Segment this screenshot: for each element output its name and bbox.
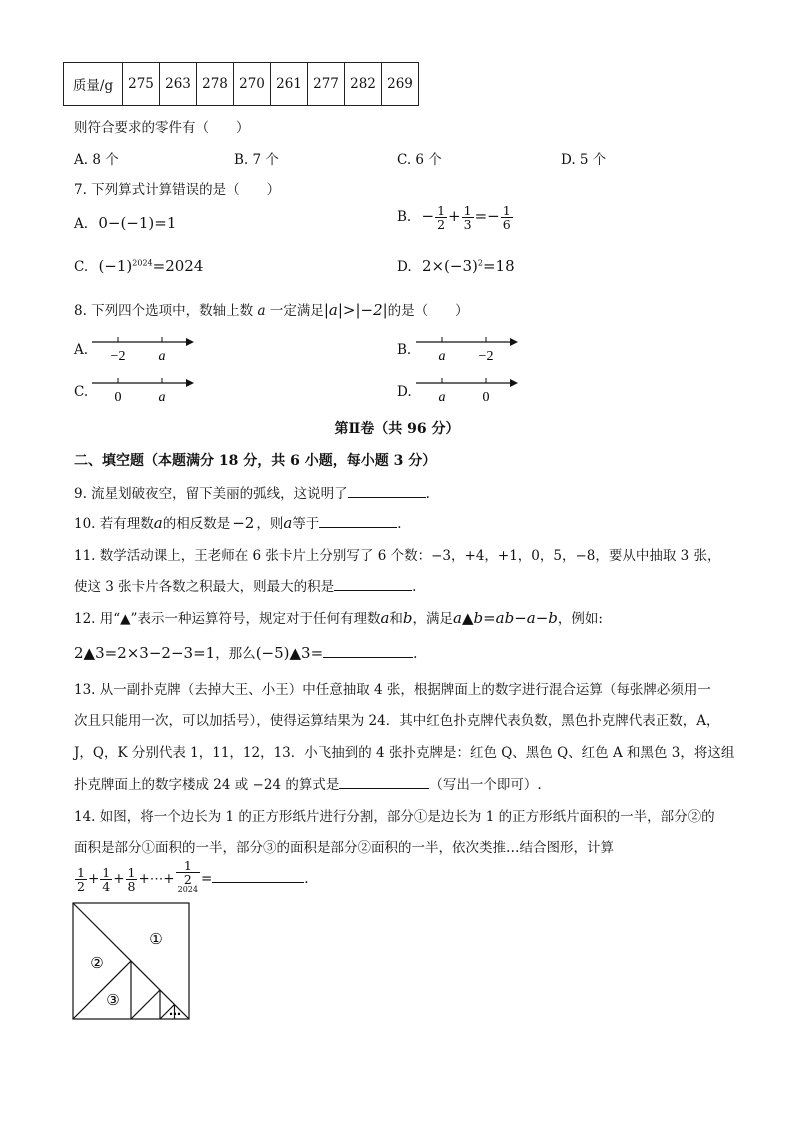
section-title: 第Ⅱ卷（共 96 分）	[334, 421, 460, 437]
table-cell: 269	[382, 63, 419, 106]
q12-var: a	[380, 609, 390, 627]
fraction	[435, 204, 447, 231]
q8-option-a-label: A.	[74, 342, 89, 358]
q8-prompt-part: 一定满足	[269, 303, 324, 319]
q9-end: .	[425, 486, 430, 502]
answer-blank[interactable]	[212, 881, 304, 883]
q13-line3: J，Q，K 分别代表 1，11，12，13．小飞抽到的 4 张扑克牌是：红色 Q、黑色 Q、红色 A 和黑色 3，将这组	[74, 745, 735, 761]
q12-line1	[74, 607, 603, 627]
q7-c-result: =2024	[152, 257, 204, 275]
q13-text: （写出一个即可）.	[429, 777, 542, 793]
tick-label: a	[438, 390, 446, 405]
q7-b-minus: −	[421, 207, 435, 226]
q9-text: 9. 流星划破夜空，留下美丽的弧线，这说明了	[74, 486, 348, 502]
q7-option-d	[397, 257, 515, 275]
tick-label: a	[158, 349, 166, 364]
answer-blank[interactable]	[323, 656, 413, 658]
q11-text: 使这 3 张卡片各数之积最大，则最大的积是	[74, 579, 335, 595]
q10	[74, 512, 402, 532]
q7-c-exponent: 2024	[132, 258, 153, 268]
q8-option-d-label: D.	[397, 384, 412, 400]
q13-text: 扑克牌面上的数字楼成 24 或 −24 的算式是	[74, 777, 340, 793]
q10-text: 10. 若有理数	[74, 516, 154, 532]
table-row	[64, 63, 419, 106]
q12-text: 和	[389, 611, 403, 627]
part-label-3: ③	[106, 991, 120, 1009]
denominator: 2	[437, 217, 446, 233]
q7-d-exponent: 2	[477, 258, 483, 268]
part-label-dots: ⋯	[169, 1007, 181, 1020]
q12-text: ，那么	[215, 646, 256, 662]
q12-text: 12. 用“▲”表示一种运算符号，规定对于任何有理数	[74, 611, 381, 627]
q7-option-b-label: B.	[397, 209, 412, 226]
q7-option-a-expr: 0−(−1)=1	[98, 214, 177, 232]
answer-blank[interactable]	[348, 496, 426, 498]
q12-formula: a▲b=ab−a−b	[453, 609, 558, 627]
q12-example: 2▲3=2×3−2−3=1	[74, 644, 216, 662]
q8-var-a: a	[257, 303, 266, 319]
mass-table	[63, 62, 419, 106]
q6-option-b: B. 7 个	[234, 152, 279, 168]
q7-option-d-label: D.	[397, 259, 412, 275]
q14-equals: =	[200, 870, 213, 887]
table-header-cell: 质量/g	[64, 63, 123, 106]
q8-prompt-part: 8. 下列四个选项中，数轴上数	[74, 303, 254, 319]
q10-value: −2	[232, 514, 255, 532]
q8-condition: |a|>|−2|	[323, 301, 388, 319]
q8-option-b-label: B.	[397, 342, 412, 358]
q14-formula: $\frac{1}{2}$ + $\frac{1}{4}$ + $\frac{1}{8}$ +⋯+ 1 2 $^{2024}$ = .	[74, 859, 309, 900]
number-line-a	[90, 330, 200, 366]
q12-line2	[74, 642, 417, 662]
q7-option-a	[74, 214, 176, 232]
q7-option-c-label: C.	[74, 259, 89, 275]
fraction	[126, 866, 138, 893]
q13-line4	[74, 773, 542, 793]
denominator	[176, 873, 200, 899]
q14-end: .	[304, 870, 309, 887]
q6-option-c: C. 6 个	[397, 152, 442, 168]
q10-text: ，则	[256, 516, 284, 532]
fraction	[462, 204, 474, 231]
tick-label: 0	[482, 390, 490, 405]
q9	[74, 482, 430, 502]
q7-c-base: (−1)	[98, 257, 133, 275]
denominator: 8	[127, 878, 136, 894]
q6-option-d: D. 5 个	[561, 152, 607, 168]
q12-expression: (−5)▲3=	[255, 644, 324, 662]
q14-line1: 14. 如图，将一个边长为 1 的正方形纸片进行分割，部分①是边长为 1 的正方形纸片面积的一半，部分②的	[74, 809, 715, 825]
table-cell: 282	[345, 63, 382, 106]
denominator-exponent: 2024	[177, 885, 198, 895]
q10-text: 的相反数是	[162, 516, 231, 532]
number-line-b	[414, 330, 524, 366]
q7-option-a-label: A.	[74, 216, 89, 232]
q7-b-plus: +	[448, 207, 461, 226]
denominator: 4	[102, 878, 111, 894]
q11-line2	[74, 575, 416, 595]
q11-end: .	[412, 579, 417, 595]
q10-text: 等于	[292, 516, 320, 532]
q7-option-b	[397, 204, 514, 231]
q14-line2: 面积是部分①面积的一半，部分③的面积是部分②面积的一半，依次类推…结合图形，计算	[74, 840, 614, 856]
table-cell: 275	[123, 63, 160, 106]
q7-b-equals: =−	[474, 207, 500, 226]
answer-blank[interactable]	[319, 526, 397, 528]
denominator: 6	[502, 217, 511, 233]
number-line-d	[414, 371, 524, 407]
square-partition-figure	[72, 902, 190, 1020]
denominator: 3	[463, 217, 472, 233]
part-label-2: ②	[90, 954, 104, 972]
answer-blank[interactable]	[339, 787, 429, 789]
q7-d-result: =18	[482, 257, 515, 275]
q10-var: a	[283, 514, 293, 532]
numerator: 1	[77, 864, 85, 880]
numerator: 1	[463, 203, 472, 218]
q12-var: b	[402, 609, 413, 627]
table-cell: 263	[160, 63, 197, 106]
numerator: 1	[102, 864, 111, 880]
tick-label: 0	[114, 390, 122, 405]
section-heading: 二、填空题（本题满分 18 分，共 6 小题，每小题 3 分）	[74, 453, 437, 469]
numerator: 1	[437, 203, 446, 218]
answer-blank[interactable]	[334, 589, 412, 591]
table-cell: 261	[271, 63, 308, 106]
q7-prompt: 7. 下列算式计算错误的是（ ）	[74, 182, 281, 198]
q8-prompt-part: 的是（ ）	[387, 303, 469, 319]
q12-text: ，例如:	[557, 611, 603, 627]
fraction	[176, 859, 200, 900]
tick-label: −2	[478, 349, 494, 364]
numerator: 1	[176, 859, 200, 873]
q14-ellipsis: +⋯+	[138, 870, 175, 887]
table-cell: 278	[197, 63, 234, 106]
denominator-base: 2	[183, 872, 192, 888]
q7-option-c	[74, 257, 203, 275]
denominator: 2	[77, 878, 85, 894]
q6-option-a: A. 8 个	[74, 152, 119, 168]
part-label-1: ①	[149, 930, 163, 948]
q8-option-c-label: C.	[74, 384, 89, 400]
q13-line2: 次且只能用一次，可以加括号），使得运算结果为 24．其中红色扑克牌代表负数，黑色扑克牌代表正数，A，	[74, 713, 720, 729]
q11-line1: 11. 数学活动课上，王老师在 6 张卡片上分别写了 6 个数：−3，+4，+1，0，5，−8，要从中抽取 3 张，	[74, 548, 721, 564]
q12-text: ，满足	[412, 611, 454, 627]
q8-prompt	[74, 299, 469, 319]
table-cell: 270	[234, 63, 271, 106]
numerator: 1	[127, 864, 136, 880]
fraction	[75, 866, 87, 893]
number-line-c	[90, 371, 200, 407]
tick-label: a	[438, 349, 446, 364]
tick-label: a	[158, 390, 166, 405]
q6-prompt: 则符合要求的零件有（ ）	[74, 120, 250, 136]
q7-d-base: 2×(−3)	[421, 257, 478, 275]
part-divider	[131, 990, 160, 1019]
q13-line1: 13. 从一副扑克牌（去掉大王、小王）中任意抽取 4 张，根据牌面上的数字进行混合运算（每张牌必须用一	[74, 682, 711, 698]
q10-end: .	[397, 516, 402, 532]
table-cell: 277	[308, 63, 345, 106]
fraction	[100, 866, 112, 893]
numerator: 1	[502, 203, 511, 218]
q10-var: a	[153, 514, 163, 532]
tick-label: −2	[110, 349, 126, 364]
q12-end: .	[413, 646, 418, 662]
fraction	[501, 204, 513, 231]
